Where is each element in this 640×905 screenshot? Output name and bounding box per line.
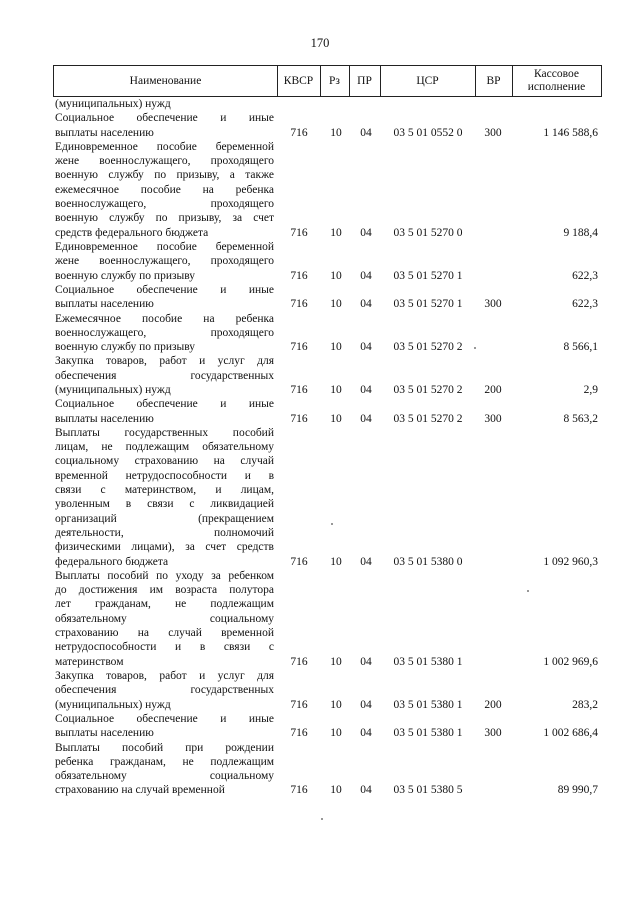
row-name-line: средств федерального бюджета xyxy=(55,226,209,239)
row-vr: 300 xyxy=(484,412,502,425)
header-vr: ВР xyxy=(486,74,501,87)
table-row xyxy=(0,240,640,283)
row-rz: 10 xyxy=(330,555,342,568)
header-name: Наименование xyxy=(129,74,202,87)
scan-speck xyxy=(527,590,529,592)
row-name xyxy=(55,240,274,283)
row-name-line: выплаты населению xyxy=(55,412,154,425)
row-name-line: страхованию на случай временной xyxy=(55,784,225,797)
row-kvsr: 716 xyxy=(290,412,308,425)
row-name-line: обеспечения государственных xyxy=(55,369,274,382)
row-name-line: организаций (прекращением xyxy=(55,512,274,525)
row-name-line: военнослужащего, проходящего xyxy=(55,198,274,211)
row-name-line: Единовременное пособие беременной xyxy=(55,241,274,253)
row-name-line: военную службу по призыву xyxy=(55,269,196,282)
row-name-line: нетрудоспособности и в связи с xyxy=(55,641,274,654)
row-csr: 03 5 01 5380 1 xyxy=(393,655,463,668)
row-pr: 04 xyxy=(360,412,372,425)
row-name-line: лет гражданам, не подлежащим xyxy=(55,598,274,611)
row-pr: 04 xyxy=(360,126,372,139)
row-name-line: жене военнослужащего, проходящего xyxy=(55,155,274,168)
row-name-line: физическими лицами), за счет средств xyxy=(55,541,274,554)
row-kvsr: 716 xyxy=(290,727,308,740)
table-row xyxy=(0,712,640,741)
row-name-line: ежемесячное пособие на ребенка xyxy=(55,183,274,196)
row-name-line: Закупка товаров, работ и услуг для xyxy=(55,355,274,368)
row-csr: 03 5 01 5270 2 xyxy=(393,383,463,396)
row-sum: 283,2 xyxy=(572,698,598,711)
header-rz: Рз xyxy=(329,74,340,87)
row-kvsr: 716 xyxy=(290,698,308,711)
row-sum: 8 566,1 xyxy=(563,341,598,354)
header-sum-line2: исполнение xyxy=(527,81,586,93)
row-name-line: ребенка гражданам, не подлежащим xyxy=(55,755,274,768)
header-sum-line1: Кассовое xyxy=(534,68,579,80)
row-name-line: Ежемесячное пособие на ребенка xyxy=(55,312,274,325)
row-pr: 04 xyxy=(360,298,372,311)
header-sum xyxy=(512,66,601,96)
row-sum: 1 092 960,3 xyxy=(543,555,598,568)
row-name-line: (муниципальных) нужд xyxy=(55,98,171,110)
row-name-line: Выплаты пособий при рождении xyxy=(55,741,274,754)
table-row xyxy=(0,111,640,140)
row-sum: 8 563,2 xyxy=(563,412,598,425)
row-name-line: (муниципальных) нужд xyxy=(55,698,171,711)
row-pr: 04 xyxy=(360,655,372,668)
row-name-line: связи с материнством, и лицам, xyxy=(55,484,274,497)
row-rz: 10 xyxy=(330,383,342,396)
row-name-line: до достижения им возраста полутора xyxy=(55,584,274,597)
row-pr: 04 xyxy=(360,784,372,797)
header-kvsr: КВСР xyxy=(283,74,314,87)
row-name-line: обязательному социальному xyxy=(55,770,274,783)
row-name-line: Выплаты пособий по уходу за ребенком xyxy=(55,569,274,582)
table-row xyxy=(0,283,640,312)
row-sum: 622,3 xyxy=(572,269,598,282)
table-row xyxy=(0,97,640,111)
table-row xyxy=(0,140,640,240)
row-name-line: военную службу по призыву xyxy=(55,341,196,354)
row-rz: 10 xyxy=(330,784,342,797)
row-pr: 04 xyxy=(360,555,372,568)
row-name-line: материнством xyxy=(55,655,124,668)
table-row xyxy=(0,741,640,798)
row-name xyxy=(55,97,274,111)
row-name-line: выплаты населению xyxy=(55,126,154,139)
row-name xyxy=(55,712,274,741)
row-name-line: Закупка товаров, работ и услуг для xyxy=(55,670,274,682)
row-name-line: обязательному социальному xyxy=(55,612,274,625)
row-name-line: федерального бюджета xyxy=(55,555,169,568)
row-vr: 200 xyxy=(484,698,502,711)
row-name-line: уволенным в связи с ликвидацией xyxy=(55,498,274,511)
scan-speck xyxy=(331,523,333,525)
row-name-line: временной нетрудоспособности и в xyxy=(55,469,274,482)
row-rz: 10 xyxy=(330,727,342,740)
row-rz: 10 xyxy=(330,226,342,239)
row-sum: 622,3 xyxy=(572,298,598,311)
row-name-line: Социальное обеспечение и иные xyxy=(55,112,274,125)
row-sum: 1 002 686,4 xyxy=(543,727,598,740)
table-row xyxy=(0,397,640,426)
row-pr: 04 xyxy=(360,341,372,354)
row-csr: 03 5 01 5380 5 xyxy=(393,784,463,797)
row-sum: 2,9 xyxy=(583,383,598,396)
row-pr: 04 xyxy=(360,226,372,239)
row-name-line: Выплаты государственных пособий xyxy=(55,426,274,439)
row-kvsr: 716 xyxy=(290,126,308,139)
row-kvsr: 716 xyxy=(290,298,308,311)
row-sum: 9 188,4 xyxy=(563,226,598,239)
page-number: 170 xyxy=(310,36,330,50)
row-name xyxy=(55,741,274,798)
table-row xyxy=(0,569,640,669)
row-csr: 03 5 01 0552 0 xyxy=(393,126,463,139)
table-row xyxy=(0,426,640,569)
row-vr: 300 xyxy=(484,298,502,311)
row-name-line: Единовременное пособие беременной xyxy=(55,140,274,153)
row-sum: 1 146 588,6 xyxy=(543,126,598,139)
row-name-line: Социальное обеспечение и иные xyxy=(55,712,274,725)
row-name-line: военную службу по призыву, а также xyxy=(55,169,274,182)
row-name-line: страхованию на случай временной xyxy=(55,627,274,640)
row-vr: 200 xyxy=(484,383,502,396)
row-rz: 10 xyxy=(330,698,342,711)
row-pr: 04 xyxy=(360,269,372,282)
row-rz: 10 xyxy=(330,298,342,311)
row-name-line: Социальное обеспечение и иные xyxy=(55,283,274,296)
row-name-line: жене военнослужащего, проходящего xyxy=(55,255,274,268)
row-kvsr: 716 xyxy=(290,555,308,568)
row-rz: 10 xyxy=(330,655,342,668)
row-sum: 1 002 969,6 xyxy=(543,655,598,668)
row-name-line: выплаты населению xyxy=(55,727,154,740)
row-kvsr: 716 xyxy=(290,383,308,396)
row-kvsr: 716 xyxy=(290,655,308,668)
row-csr: 03 5 01 5270 1 xyxy=(393,298,463,311)
row-csr: 03 5 01 5270 0 xyxy=(393,226,463,239)
row-csr: 03 5 01 5270 2 xyxy=(393,341,463,354)
row-rz: 10 xyxy=(330,412,342,425)
row-name xyxy=(55,397,274,426)
scan-speck xyxy=(474,347,476,349)
row-name-line: деятельности, полномочий xyxy=(55,526,274,539)
row-name-line: лицам, не подлежащим обязательному xyxy=(55,441,274,454)
table-row xyxy=(0,669,640,712)
row-vr: 300 xyxy=(484,126,502,139)
row-rz: 10 xyxy=(330,269,342,282)
row-kvsr: 716 xyxy=(290,226,308,239)
row-name xyxy=(55,669,274,712)
row-name xyxy=(55,354,274,397)
row-name-line: военнослужащего, проходящего xyxy=(55,326,274,339)
row-name-line: Социальное обеспечение и иные xyxy=(55,398,274,411)
table-header xyxy=(53,65,602,97)
row-name xyxy=(55,140,274,240)
row-csr: 03 5 01 5270 2 xyxy=(393,412,463,425)
header-csr: ЦСР xyxy=(416,74,439,87)
scan-speck xyxy=(321,818,323,820)
row-csr: 03 5 01 5380 0 xyxy=(393,555,463,568)
row-vr: 300 xyxy=(484,727,502,740)
row-pr: 04 xyxy=(360,727,372,740)
row-name xyxy=(55,569,274,669)
row-rz: 10 xyxy=(330,126,342,139)
row-name-line: обеспечения государственных xyxy=(55,684,274,697)
row-name xyxy=(55,111,274,140)
row-pr: 04 xyxy=(360,383,372,396)
row-name-line: социальному страхованию на случай xyxy=(55,455,274,468)
row-name xyxy=(55,426,274,569)
row-name xyxy=(55,312,274,355)
table-row xyxy=(0,354,640,397)
row-name-line: (муниципальных) нужд xyxy=(55,383,171,396)
row-kvsr: 716 xyxy=(290,269,308,282)
row-name xyxy=(55,283,274,312)
row-name-line: выплаты населению xyxy=(55,298,154,311)
table-row xyxy=(0,312,640,355)
row-rz: 10 xyxy=(330,341,342,354)
row-kvsr: 716 xyxy=(290,341,308,354)
header-pr: ПР xyxy=(357,74,372,87)
row-sum: 89 990,7 xyxy=(557,784,598,797)
row-pr: 04 xyxy=(360,698,372,711)
row-kvsr: 716 xyxy=(290,784,308,797)
row-csr: 03 5 01 5270 1 xyxy=(393,269,463,282)
row-name-line: военную службу по призыву, за счет xyxy=(55,212,274,225)
row-csr: 03 5 01 5380 1 xyxy=(393,727,463,740)
row-csr: 03 5 01 5380 1 xyxy=(393,698,463,711)
